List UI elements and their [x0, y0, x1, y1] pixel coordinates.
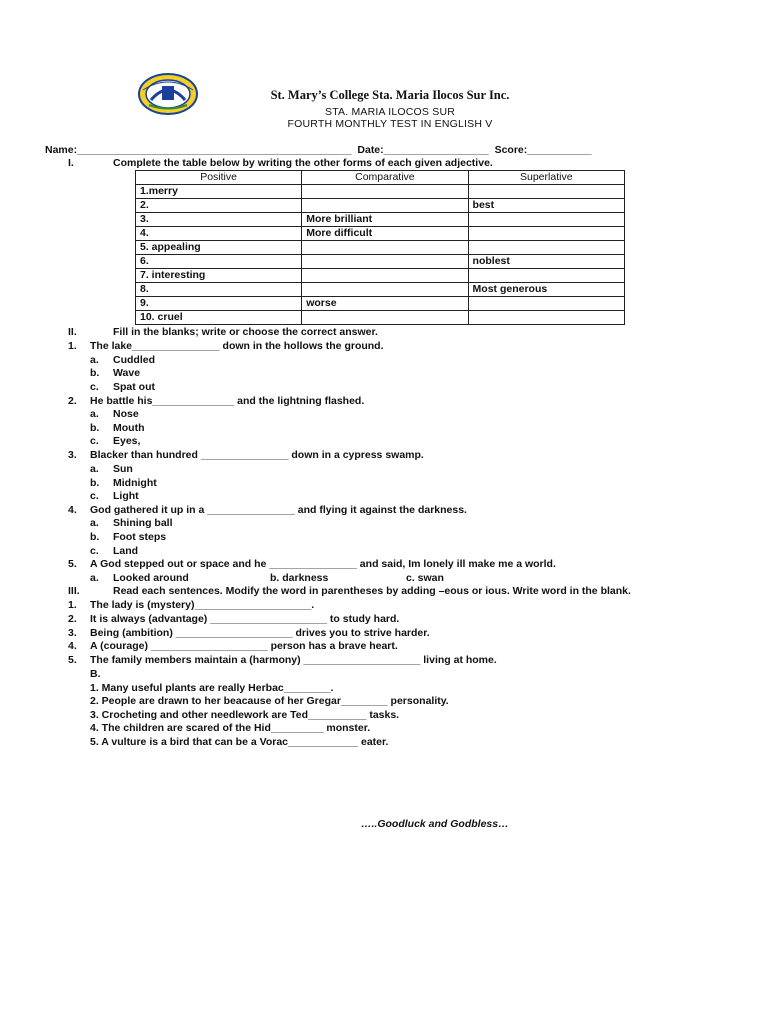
table-cell	[302, 311, 468, 325]
table-row	[136, 297, 625, 311]
q5-choice-c: c. swan	[406, 572, 444, 584]
table-row	[136, 283, 625, 297]
q3-choice-b: Midnight	[113, 477, 157, 489]
choice-letter: c.	[90, 490, 99, 502]
table-cell	[302, 269, 468, 283]
name-date-score-line: Name:_______________________________________________ Date:__________________ Score:___________	[45, 144, 592, 156]
table-row	[136, 311, 625, 325]
table-row	[136, 227, 625, 241]
q5-number: 5.	[68, 558, 77, 570]
choice-letter: a.	[90, 408, 99, 420]
a5-text: The family members maintain a (harmony) ____________________ living at home.	[90, 654, 497, 666]
table-cell: 3.	[136, 213, 302, 227]
table-cell: More difficult	[302, 227, 468, 241]
a3-number: 3.	[68, 627, 77, 639]
table-cell: 2.	[136, 199, 302, 213]
table-cell: noblest	[468, 255, 624, 269]
b3-text: 3. Crocheting and other needlework are Ted__________ tasks.	[90, 709, 400, 721]
a5-number: 5.	[68, 654, 77, 666]
q2-choice-a: Nose	[113, 408, 139, 420]
table-cell	[302, 283, 468, 297]
q4-choice-b: Foot steps	[113, 531, 167, 543]
table-cell: More brilliant	[302, 213, 468, 227]
b5-text: 5. A vulture is a bird that can be a Vorac____________ eater.	[90, 736, 389, 748]
choice-letter: c.	[90, 435, 99, 447]
adjective-table	[135, 170, 625, 325]
table-cell	[302, 241, 468, 255]
table-cell	[468, 297, 624, 311]
table-cell: 9.	[136, 297, 302, 311]
q5-choice-b: b. darkness	[270, 572, 329, 584]
table-cell	[468, 241, 624, 255]
choice-letter: b.	[90, 531, 100, 543]
table-cell	[468, 269, 624, 283]
a2-number: 2.	[68, 613, 77, 625]
table-row	[136, 185, 625, 199]
closing-message: …..Goodluck and Godbless…	[361, 818, 509, 830]
table-cell: best	[468, 199, 624, 213]
table-row	[136, 241, 625, 255]
q3-number: 3.	[68, 449, 77, 461]
q1-text: The lake_______________ down in the hollows the ground.	[90, 340, 384, 352]
q4-choice-c: Land	[113, 545, 139, 557]
section-3-instruction: Read each sentences. Modify the word in parentheses by adding –eous or ious. Write word in the blank.	[113, 585, 631, 597]
section-2-instruction: Fill in the blanks; write or choose the correct answer.	[113, 326, 378, 338]
choice-letter: a.	[90, 572, 99, 584]
b4-text: 4. The children are scared of the Hid_________ monster.	[90, 722, 371, 734]
table-cell	[468, 311, 624, 325]
school-name: St. Mary’s College Sta. Maria Ilocos Sur Inc.	[270, 88, 510, 102]
table-cell: 4.	[136, 227, 302, 241]
q1-number: 1.	[68, 340, 77, 352]
a4-number: 4.	[68, 640, 77, 652]
section-2-number: II.	[68, 326, 77, 338]
q1-choice-a: Cuddled	[113, 354, 155, 366]
q2-choice-b: Mouth	[113, 422, 145, 434]
table-row	[136, 199, 625, 213]
table-cell: 8.	[136, 283, 302, 297]
header-comparative: Comparative	[302, 171, 468, 185]
q4-choice-a: Shining ball	[113, 517, 173, 529]
choice-letter: a.	[90, 354, 99, 366]
table-cell	[302, 185, 468, 199]
q3-choice-c: Light	[113, 490, 139, 502]
q5-text: A God stepped out or space and he _______________ and said, Im lonely ill make me a world.	[90, 558, 556, 570]
table-cell: 1.merry	[136, 185, 302, 199]
choice-letter: c.	[90, 381, 99, 393]
b1-text: 1. Many useful plants are really Herbac________.	[90, 682, 334, 694]
choice-letter: b.	[90, 422, 100, 434]
table-cell: worse	[302, 297, 468, 311]
q1-choice-c: Spat out	[113, 381, 155, 393]
table-row	[136, 213, 625, 227]
table-cell	[302, 255, 468, 269]
a1-text: The lady is (mystery)____________________.	[90, 599, 315, 611]
table-row	[136, 269, 625, 283]
choice-letter: a.	[90, 517, 99, 529]
a1-number: 1.	[68, 599, 77, 611]
header-superlative: Superlative	[468, 171, 624, 185]
q1-choice-b: Wave	[113, 367, 141, 379]
table-cell	[468, 213, 624, 227]
section-3-number: III.	[68, 585, 80, 597]
q3-choice-a: Sun	[113, 463, 133, 475]
table-cell	[302, 199, 468, 213]
table-cell	[468, 227, 624, 241]
test-title: FOURTH MONTHLY TEST IN ENGLISH V	[287, 118, 493, 130]
table-header-row	[136, 171, 625, 185]
header-positive: Positive	[136, 171, 302, 185]
q5-choice-a: Looked around	[113, 572, 189, 584]
table-cell	[468, 185, 624, 199]
a2-text: It is always (advantage) ____________________ to study hard.	[90, 613, 400, 625]
choice-letter: c.	[90, 545, 99, 557]
q4-text: God gathered it up in a _______________ and flying it against the darkness.	[90, 504, 467, 516]
choice-letter: b.	[90, 367, 100, 379]
table-row	[136, 255, 625, 269]
b2-text: 2. People are drawn to her beacause of her Gregar________ personality.	[90, 695, 449, 707]
school-location: STA. MARIA ILOCOS SUR	[324, 106, 456, 118]
part-b-label: B.	[90, 668, 101, 680]
a4-text: A (courage) ____________________ person has a brave heart.	[90, 640, 398, 652]
q2-number: 2.	[68, 395, 77, 407]
table-cell: 7. interesting	[136, 269, 302, 283]
q2-text: He battle his______________ and the lightning flashed.	[90, 395, 365, 407]
q4-number: 4.	[68, 504, 77, 516]
table-cell: 6.	[136, 255, 302, 269]
q3-text: Blacker than hundred _______________ down in a cypress swamp.	[90, 449, 424, 461]
choice-letter: a.	[90, 463, 99, 475]
table-cell: Most generous	[468, 283, 624, 297]
table-cell: 10. cruel	[136, 311, 302, 325]
a3-text: Being (ambition) ____________________ drives you to strive harder.	[90, 627, 430, 639]
choice-letter: b.	[90, 477, 100, 489]
section-1-number: I.	[68, 157, 74, 169]
q2-choice-c: Eyes,	[113, 435, 141, 447]
section-1-instruction: Complete the table below by writing the other forms of each given adjective.	[113, 157, 493, 169]
table-cell: 5. appealing	[136, 241, 302, 255]
